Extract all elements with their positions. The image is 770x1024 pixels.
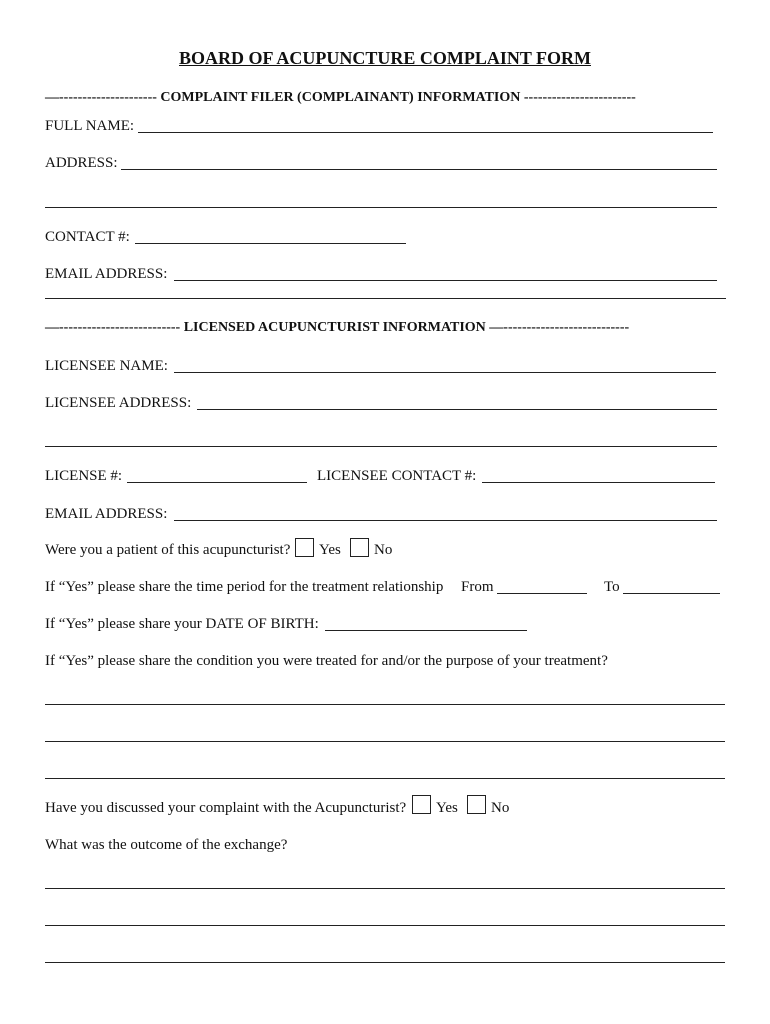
- discussed-yes-label: Yes: [436, 800, 458, 816]
- dob-label: If “Yes” please share your DATE OF BIRTH:: [45, 616, 319, 632]
- full-name-field[interactable]: [138, 132, 713, 133]
- discussed-no-checkbox[interactable]: [467, 795, 486, 814]
- from-date-field[interactable]: [497, 593, 587, 594]
- licensee-address-field-line-2[interactable]: [45, 446, 717, 447]
- condition-label: If “Yes” please share the condition you were treated for and/or the purpose of your treatment?: [45, 653, 608, 669]
- form-title: BOARD OF ACUPUNCTURE COMPLAINT FORM: [179, 48, 591, 68]
- discussed-question: Have you discussed your complaint with the Acupuncturist?: [45, 800, 407, 816]
- to-date-field[interactable]: [623, 593, 720, 594]
- email-field[interactable]: [174, 280, 717, 281]
- patient-question: Were you a patient of this acupuncturist?: [45, 542, 291, 558]
- complainant-section-header: —--------------------- COMPLAINT FILER (COMPLAINANT) INFORMATION ------------------------: [45, 90, 636, 105]
- outcome-field-line-1[interactable]: [45, 888, 725, 889]
- full-name-label: FULL NAME:: [45, 118, 135, 134]
- discussed-yes-checkbox[interactable]: [412, 795, 431, 814]
- outcome-field-line-3[interactable]: [45, 962, 725, 963]
- outcome-label: What was the outcome of the exchange?: [45, 837, 288, 853]
- licensee-name-label: LICENSEE NAME:: [45, 358, 168, 374]
- treatment-period-label: If “Yes” please share the time period for the treatment relationship: [45, 579, 444, 595]
- condition-field-line-1[interactable]: [45, 704, 725, 705]
- email-label: EMAIL ADDRESS:: [45, 266, 168, 282]
- contact-label: CONTACT #:: [45, 229, 130, 245]
- patient-yes-label: Yes: [319, 542, 341, 558]
- condition-field-line-2[interactable]: [45, 741, 725, 742]
- to-label: To: [604, 579, 620, 595]
- licensee-section-header: —-------------------------- LICENSED ACUPUNCTURIST INFORMATION —---------------------------: [45, 320, 630, 335]
- outcome-field-line-2[interactable]: [45, 925, 725, 926]
- address-field-line-2[interactable]: [45, 207, 717, 208]
- licensee-name-field[interactable]: [174, 372, 716, 373]
- address-field[interactable]: [121, 169, 717, 170]
- condition-field-line-3[interactable]: [45, 778, 725, 779]
- patient-no-label: No: [374, 542, 393, 558]
- from-label: From: [461, 579, 494, 595]
- discussed-no-label: No: [491, 800, 510, 816]
- address-label: ADDRESS:: [45, 155, 118, 171]
- licensee-email-field[interactable]: [174, 520, 717, 521]
- dob-field[interactable]: [325, 630, 527, 631]
- patient-no-checkbox[interactable]: [350, 538, 369, 557]
- license-number-field[interactable]: [127, 482, 307, 483]
- contact-field[interactable]: [135, 243, 406, 244]
- licensee-address-field[interactable]: [197, 409, 717, 410]
- licensee-contact-field[interactable]: [482, 482, 715, 483]
- license-number-label: LICENSE #:: [45, 468, 123, 484]
- licensee-address-label: LICENSEE ADDRESS:: [45, 395, 192, 411]
- section-divider: [45, 298, 726, 299]
- patient-yes-checkbox[interactable]: [295, 538, 314, 557]
- licensee-contact-label: LICENSEE CONTACT #:: [317, 468, 477, 484]
- licensee-email-label: EMAIL ADDRESS:: [45, 506, 168, 522]
